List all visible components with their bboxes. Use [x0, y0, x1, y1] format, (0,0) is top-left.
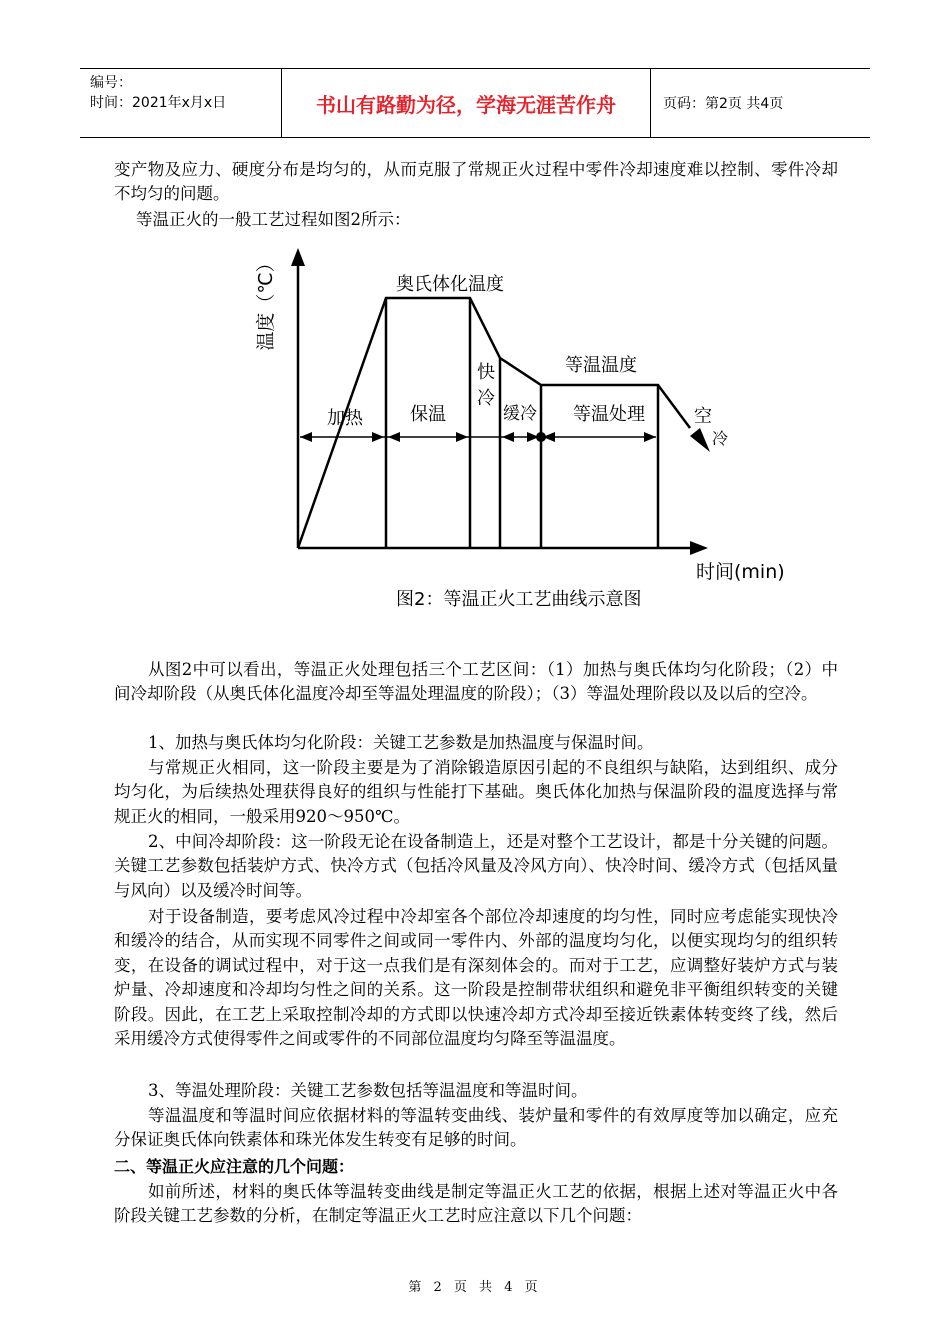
figure-stage-isothermal: 等温处理 — [573, 404, 645, 425]
header-code: 编号： — [90, 75, 132, 91]
paragraph-4: 1、加热与奥氏体均匀化阶段：关键工艺参数是加热温度与保温时间。 — [148, 733, 654, 752]
paragraph-5: 与常规正火相同，这一阶段主要是为了消除锻造原因引起的不良组织与缺陷，达到组织、成分均匀化，为后续热处理获得良好的组织与性能打下基础。奥氏体化加热与保温阶段的温度选择与常规正火的相同，一般采用920～950℃。 — [114, 758, 838, 826]
section-heading-2: 二、等温正火应注意的几个问题： — [114, 1157, 355, 1176]
figure-isothermal-temp-label: 等温温度 — [565, 355, 637, 376]
header-page-info: 页码：第2页 共4页 — [663, 96, 784, 112]
header-time: 时间：2021年x月x日 — [90, 95, 227, 111]
figure-air-cool-2: 冷 — [712, 429, 729, 448]
paragraph-7: 对于设备制造，要考虑风冷过程中冷却室各个部位冷却速度的均匀性，同时应考虑能实现快冷和缓冷的结合，从而实现不同零件之间或同一零件内、外部的温度均匀化，以便实现均匀的组织转变，在设备的调试过程中，对于这一点我们是有深刻体会的。而对于工艺，应调整好装炉方式与装炉量、冷却速度和冷却均匀性之间的关系。这一阶段是控制带状组织和避免非平衡组织转变的关键阶段。因此，在工艺上采取控制冷却的方式即以快速冷却方式冷却至接近铁素体转变终了线，然后采用缓冷方式使得零件之间或零件的不同部位温度均匀降至等温温度。 — [114, 907, 838, 1049]
figure-stage-heating: 加热 — [327, 408, 363, 429]
figure-stage-fast-cool-2: 冷 — [477, 388, 495, 409]
paragraph-2: 等温正火的一般工艺过程如图2所示： — [136, 210, 411, 229]
figure-air-cool-1: 空 — [694, 406, 712, 427]
paragraph-10: 如前所述，材料的奥氏体等温转变曲线是制定等温正火工艺的依据，根据上述对等温正火中各阶段关键工艺参数的分析，在制定等温正火工艺时应注意以下几个问题： — [114, 1182, 838, 1226]
page-footer: 第 2 页 共 4 页 — [408, 1280, 542, 1295]
figure-x-axis-label: 时间(min) — [696, 561, 785, 583]
figure-stage-holding: 保温 — [410, 404, 446, 425]
process-curve-figure — [0, 0, 950, 640]
figure-austenite-temp-label: 奥氏体化温度 — [396, 274, 504, 295]
paragraph-1: 变产物及应力、硬度分布是均匀的，从而克服了常规正火过程中零件冷却速度难以控制、零件冷却不均匀的问题。 — [114, 160, 838, 204]
paragraph-9: 等温温度和等温时间应依据材料的等温转变曲线、装炉量和零件的有效厚度等加以确定，应充分保证奥氏体向铁素体和珠光体发生转变有足够的时间。 — [114, 1106, 838, 1150]
figure-caption: 图2：等温正火工艺曲线示意图 — [396, 589, 642, 610]
figure-stage-fast-cool-1: 快 — [477, 362, 495, 383]
paragraph-3: 从图2中可以看出，等温正火处理包括三个工艺区间：（1）加热与奥氏体均匀化阶段；（2）中间冷却阶段（从奥氏体化温度冷却至等温处理温度的阶段）；（3）等温处理阶段以及以后的空冷。 — [114, 660, 838, 704]
paragraph-6: 2、中间冷却阶段：这一阶段无论在设备制造上，还是对整个工艺设计，都是十分关键的问题。关键工艺参数包括装炉方式、快冷方式（包括冷风量及冷风方向）、快冷时间、缓冷方式（包括风量与风向）以及缓冷时间等。 — [114, 832, 838, 900]
header-motto: 书山有路勤为径，学海无涯苦作舟 — [282, 69, 651, 137]
paragraph-8: 3、等温处理阶段：关键工艺参数包括等温温度和等温时间。 — [148, 1081, 588, 1100]
figure-y-axis-label: 温度（℃） — [255, 253, 277, 351]
figure-stage-slow-cool: 缓冷 — [503, 404, 537, 424]
